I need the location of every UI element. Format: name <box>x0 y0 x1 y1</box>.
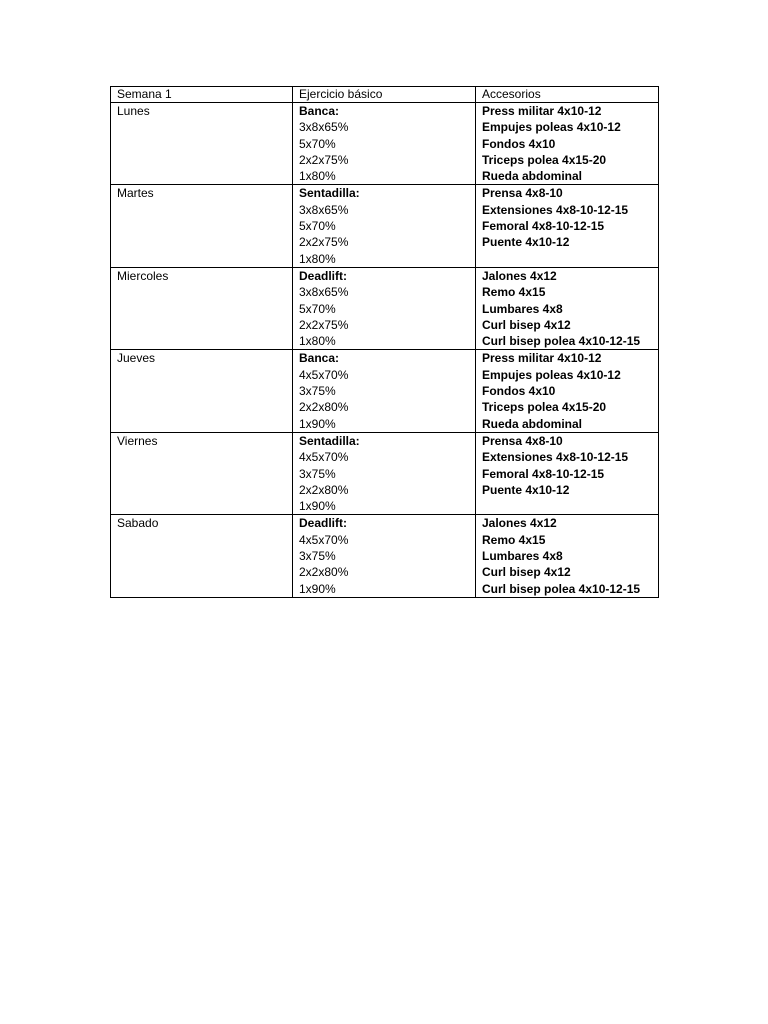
training-plan-table <box>110 86 659 598</box>
accessory-item: Remo 4x15 <box>482 532 546 547</box>
day-cell <box>111 432 293 514</box>
basic-exercise-cell <box>293 267 476 349</box>
day-cell <box>111 267 293 349</box>
accessory-item: Triceps polea 4x15-20 <box>482 152 607 167</box>
set-scheme: 4x5x70% <box>299 532 349 547</box>
set-scheme: 2x2x75% <box>299 152 349 167</box>
accessory-item: Triceps polea 4x15-20 <box>482 400 607 415</box>
exercise-name: Banca: <box>299 104 340 118</box>
accessory-item: Lumbares 4x8 <box>482 301 563 316</box>
basic-exercise-cell <box>293 185 476 267</box>
day-label: Sabado <box>117 516 159 531</box>
set-scheme: 3x8x65% <box>299 120 349 135</box>
accessories-cell <box>476 267 659 349</box>
day-label: Martes <box>117 186 154 201</box>
accessory-item: Jalones 4x12 <box>482 516 557 531</box>
set-scheme: 5x70% <box>299 219 336 234</box>
day-label: Miercoles <box>117 268 169 283</box>
set-scheme: 1x90% <box>299 581 336 596</box>
set-scheme: 1x80% <box>299 251 336 266</box>
set-scheme: 2x2x75% <box>299 317 349 332</box>
accessory-item: Curl bisep 4x12 <box>482 317 571 332</box>
accessories-cell <box>476 515 659 597</box>
accessory-item: Puente 4x10-12 <box>482 235 570 250</box>
exercise-name: Sentadilla: <box>299 433 360 448</box>
set-scheme: 2x2x80% <box>299 565 349 580</box>
exercise-name: Deadlift: <box>299 516 347 531</box>
basic-exercise-cell <box>293 432 476 514</box>
set-scheme: 1x80% <box>299 169 336 184</box>
day-cell <box>111 350 293 432</box>
day-cell <box>111 103 293 185</box>
table-header-row <box>111 87 659 103</box>
table-body <box>111 103 659 598</box>
header-week: Semana 1 <box>111 87 293 103</box>
accessory-item: Femoral 4x8-10-12-15 <box>482 466 605 481</box>
basic-exercise-cell <box>293 515 476 597</box>
day-label: Viernes <box>117 433 158 448</box>
set-scheme: 1x90% <box>299 499 336 514</box>
header-basic-exercise: Ejercicio básico <box>293 87 476 103</box>
set-scheme: 3x8x65% <box>299 202 349 217</box>
set-scheme: 1x90% <box>299 416 336 431</box>
table-row <box>111 350 659 432</box>
basic-exercise-cell <box>293 103 476 185</box>
accessory-item: Puente 4x10-12 <box>482 482 570 497</box>
accessory-item: Jalones 4x12 <box>482 268 557 283</box>
accessory-item: Lumbares 4x8 <box>482 549 563 564</box>
header-accessories: Accesorios <box>476 87 659 103</box>
table-row <box>111 185 659 267</box>
accessories-cell <box>476 350 659 432</box>
accessory-item: Extensiones 4x8-10-12-15 <box>482 202 629 217</box>
accessories-cell <box>476 432 659 514</box>
set-scheme: 2x2x80% <box>299 482 349 497</box>
accessory-item: Press militar 4x10-12 <box>482 104 602 118</box>
day-label: Jueves <box>117 351 156 366</box>
accessory-item: Rueda abdominal <box>482 416 583 431</box>
accessories-cell <box>476 185 659 267</box>
accessory-item: Remo 4x15 <box>482 285 546 300</box>
accessory-item: Press militar 4x10-12 <box>482 351 602 366</box>
set-scheme: 4x5x70% <box>299 450 349 465</box>
accessory-item: Curl bisep polea 4x10-12-15 <box>482 581 641 596</box>
accessory-item: Empujes poleas 4x10-12 <box>482 367 621 382</box>
accessory-item: Curl bisep polea 4x10-12-15 <box>482 334 641 349</box>
accessory-item: Extensiones 4x8-10-12-15 <box>482 450 629 465</box>
day-cell <box>111 185 293 267</box>
set-scheme: 5x70% <box>299 301 336 316</box>
set-scheme: 2x2x80% <box>299 400 349 415</box>
set-scheme: 5x70% <box>299 136 336 151</box>
accessory-item: Fondos 4x10 <box>482 384 556 399</box>
basic-exercise-cell <box>293 350 476 432</box>
table-row <box>111 432 659 514</box>
exercise-name: Banca: <box>299 351 340 366</box>
table-row <box>111 267 659 349</box>
set-scheme: 4x5x70% <box>299 367 349 382</box>
exercise-name: Sentadilla: <box>299 186 360 201</box>
set-scheme: 1x80% <box>299 334 336 349</box>
accessory-item: Prensa 4x8-10 <box>482 186 563 201</box>
set-scheme: 2x2x75% <box>299 235 349 250</box>
set-scheme: 3x75% <box>299 466 336 481</box>
table-row <box>111 515 659 597</box>
accessories-cell <box>476 103 659 185</box>
day-cell <box>111 515 293 597</box>
accessory-item: Fondos 4x10 <box>482 136 556 151</box>
table-row <box>111 103 659 185</box>
exercise-name: Deadlift: <box>299 268 347 283</box>
accessory-item: Curl bisep 4x12 <box>482 565 571 580</box>
set-scheme: 3x75% <box>299 549 336 564</box>
accessory-item: Empujes poleas 4x10-12 <box>482 120 621 135</box>
set-scheme: 3x8x65% <box>299 285 349 300</box>
accessory-item: Rueda abdominal <box>482 169 583 184</box>
set-scheme: 3x75% <box>299 384 336 399</box>
accessory-item: Femoral 4x8-10-12-15 <box>482 219 605 234</box>
accessory-item: Prensa 4x8-10 <box>482 433 563 448</box>
day-label: Lunes <box>117 104 150 118</box>
